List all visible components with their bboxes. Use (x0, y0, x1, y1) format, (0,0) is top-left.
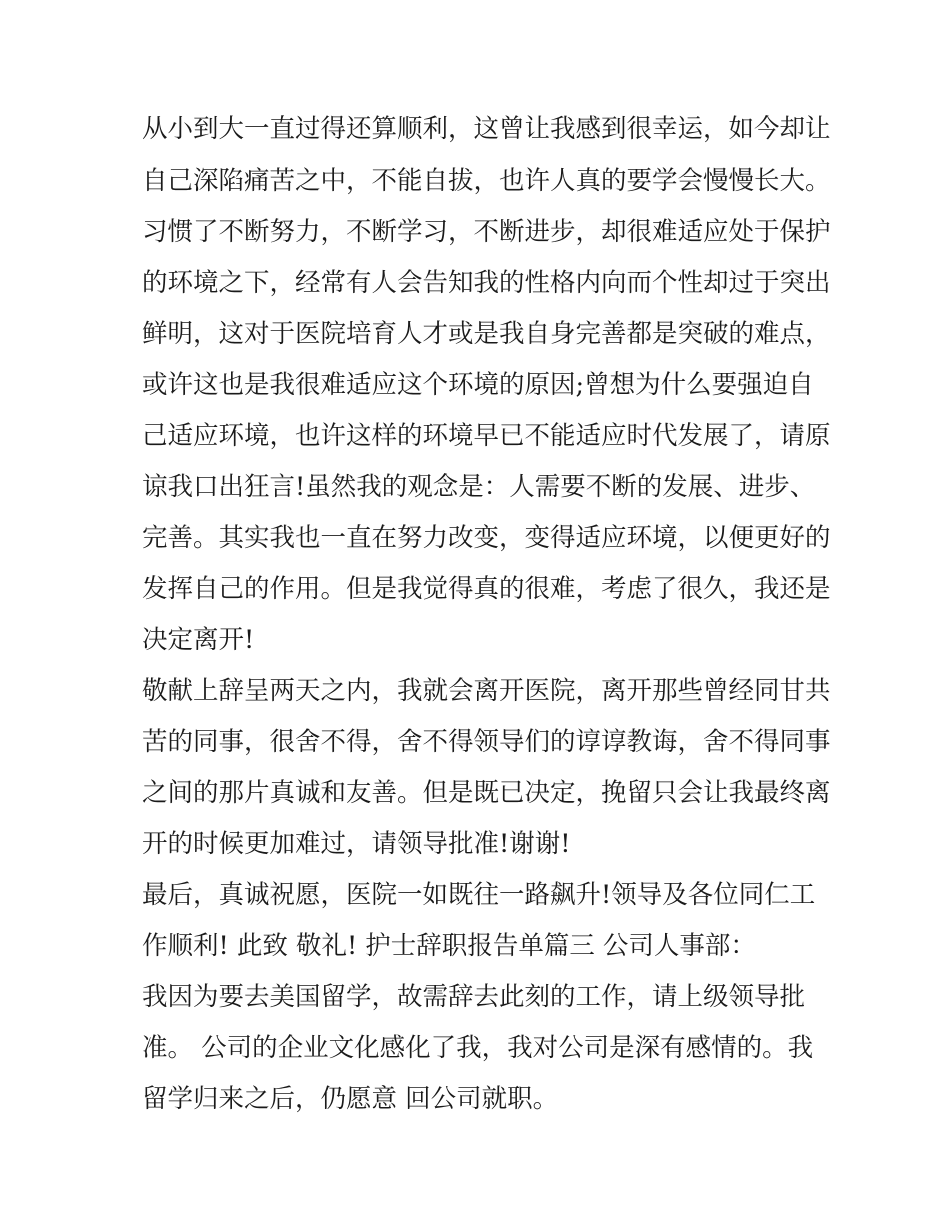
text-line: 完善。其实我也一直在努力改变，变得适应环境，以便更好的 (142, 523, 831, 553)
text-line: 留学归来之后，仍愿意 回公司就职。 (142, 1084, 559, 1114)
text-line: 最后，真诚祝愿，医院一如既往一路飙升!领导及各位同仁工 (142, 880, 816, 910)
text-line: 开的时候更加难过，请领导批准!谢谢! (142, 829, 571, 859)
text-line: 的环境之下，经常有人会告知我的性格内向而个性却过于突出 (142, 268, 831, 298)
text-line: 从小到大一直过得还算顺利，这曾让我感到很幸运，如今却让 (142, 114, 831, 144)
text-line: 鲜明，这对于医院培育人才或是我自身完善都是突破的难点， (142, 319, 831, 349)
text-line: 之间的那片真诚和友善。但是既已决定，挽留只会让我最终离 (142, 778, 831, 808)
text-line: 谅我口出狂言!虽然我的观念是：人需要不断的发展、进步、 (142, 472, 816, 502)
text-line: 习惯了不断努力，不断学习，不断进步，却很难适应处于保护 (142, 217, 831, 247)
text-line: 我因为要去美国留学，故需辞去此刻的工作，请上级领导批 (142, 982, 806, 1012)
text-line: 己适应环境，也许这样的环境早已不能适应时代发展了，请原 (142, 421, 831, 451)
text-line: 或许这也是我很难适应这个环境的原因;曾想为什么要强迫自 (142, 370, 814, 400)
text-line: 敬献上辞呈两天之内，我就会离开医院，离开那些曾经同甘共 (142, 676, 831, 706)
text-line: 发挥自己的作用。但是我觉得真的很难，考虑了很久，我还是 (142, 574, 831, 604)
text-line: 决定离开! (142, 625, 255, 655)
text-line: 作顺利! 此致 敬礼! 护士辞职报告单篇三 公司人事部： (142, 931, 756, 961)
text-line: 苦的同事，很舍不得，舍不得领导们的谆谆教诲，舍不得同事 (142, 727, 831, 757)
text-line: 自己深陷痛苦之中，不能自拔，也许人真的要学会慢慢长大。 (142, 166, 831, 196)
text-line: 准。 公司的企业文化感化了我，我对公司是深有感情的。我 (142, 1033, 814, 1063)
